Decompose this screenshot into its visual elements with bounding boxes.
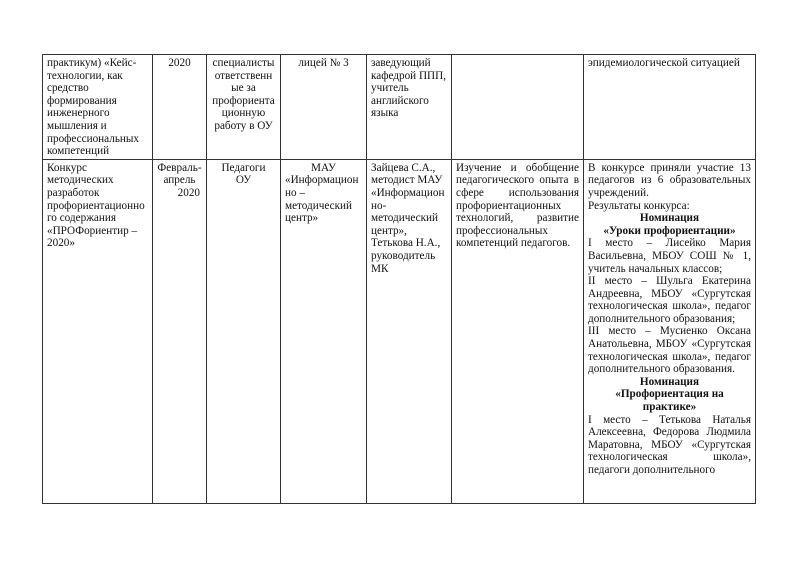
result-intro: В конкурсе приняли участие 13 педагогов из 6 образовательных учреждений. [588, 161, 751, 199]
organizer-text: лицей № 3 [298, 57, 349, 69]
responsible-text: заведующий кафедрой ППП, учитель английского языка [371, 57, 446, 120]
cell-participants [207, 159, 281, 503]
organizer-line: центр» [285, 212, 319, 225]
cell-responsible [367, 55, 452, 160]
goal-text: Изучение и обобщение педагогического опыта в сфере использования профориентационных технологий, развитие профессиональных компетенций педагогов. [456, 161, 579, 250]
nomination-label: Номинация [639, 375, 700, 388]
table-row [43, 55, 756, 160]
cell-goal [452, 159, 584, 503]
cell-result [584, 159, 756, 503]
participants-line: Педагоги [221, 161, 266, 174]
event-text: Конкурс методических разработок профориентационного содержания «ПРОФориентир – 2020» [47, 161, 145, 250]
participants-line: ционную [221, 107, 266, 120]
nomination-label: Номинация [639, 212, 700, 225]
cell-organizer [281, 159, 367, 503]
nomination-place: III место – Мусиенко Оксана Анатольевна, МБОУ «Сургутская технологическая школа», педагог дополнительного образования. [588, 325, 751, 376]
cell-organizer [281, 55, 367, 160]
participants-line: специалисты [212, 57, 275, 69]
date-line: апрель [163, 174, 196, 187]
date-line: Февраль- [157, 161, 202, 174]
cell-date [153, 159, 207, 503]
cell-responsible [367, 159, 452, 503]
results-label: Результаты конкурса: [588, 199, 690, 212]
table-row [43, 159, 756, 503]
cell-date [153, 55, 207, 160]
participants-line: работу в ОУ [214, 119, 273, 132]
participants-line: ответственн [214, 69, 273, 82]
participants-line: ые за [231, 82, 256, 95]
cell-participants [207, 55, 281, 160]
nomination-place: II место – Шульга Екатерина Андреевна, МБОУ «Сургутская технологическая школа», педагог дополнительного образования; [588, 275, 751, 325]
organizer-line: но – [285, 186, 305, 199]
cell-event [43, 55, 153, 160]
events-table [42, 54, 756, 504]
nomination-title: «Профориентация на практике» [615, 388, 724, 414]
nomination-title: «Уроки профориентации» [603, 224, 736, 237]
responsible-text: Зайцева С.А., методист МАУ «Информационно-методический центр», Тетькова Н.А., руководитель МК [371, 161, 445, 275]
date-line: 2020 [177, 186, 200, 199]
nomination-place: I место – Тетькова Наталья Алексеевна, Федорова Людмила Маратовна, МБОУ «Сургутская технологическая школа», педагоги дополнительного [588, 413, 751, 476]
result-content [588, 162, 751, 502]
nomination-place: I место – Лисейко Мария Васильевна, МБОУ СОШ № 1, учитель начальных классов; [588, 237, 751, 275]
organizer-line: «Информацион [285, 174, 359, 187]
result-text: эпидемиологической ситуацией [588, 57, 740, 69]
event-text: практикум) «Кейс-технологии, как средство формирования инженерного мышления и профессиональных компетенций [47, 57, 140, 158]
cell-result [584, 55, 756, 160]
participants-line: ОУ [235, 174, 252, 187]
participants-line: профориента [212, 94, 275, 107]
organizer-line: методический [285, 199, 352, 212]
date-text: 2020 [168, 57, 191, 69]
cell-event [43, 159, 153, 503]
cell-goal [452, 55, 584, 160]
organizer-line: МАУ [311, 161, 336, 174]
